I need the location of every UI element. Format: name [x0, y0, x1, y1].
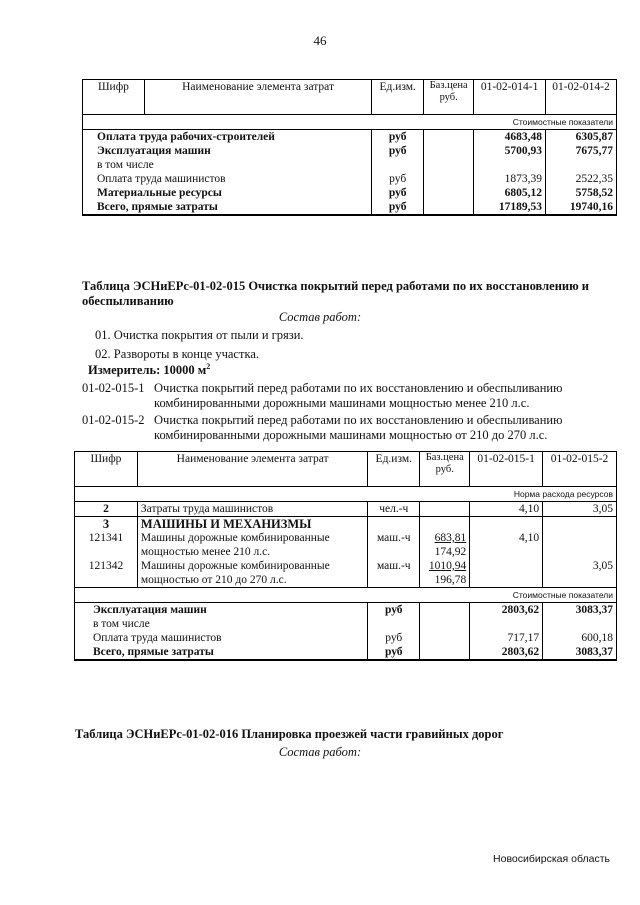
price-value: 683,81: [434, 532, 467, 544]
cost-table-1: [82, 79, 617, 216]
price-value-2: 174,92: [434, 546, 467, 558]
item-desc: комбинированными дорожными машинами мощностью от 210 до 270 л.с.: [154, 428, 548, 442]
row-v1: 4,10: [470, 502, 543, 517]
subheader-norm: Норма расхода ресурсов: [75, 487, 617, 502]
table-title: Таблица ЭСНиЕРс-01-02-015 Очистка покрытий перед работами по их восстановлению и: [82, 279, 589, 293]
table-row: [83, 144, 617, 158]
table-row: [75, 502, 617, 517]
row-unit: руб: [372, 130, 424, 145]
row-name: Оплата труда машинистов: [75, 631, 368, 645]
row-name: Затраты труда машинистов: [137, 502, 367, 517]
table-header: [83, 80, 617, 115]
col-header-name: Наименование элемента затрат: [144, 80, 371, 115]
row-unit: маш.-ч: [368, 559, 420, 588]
row-v2: 3083,37: [543, 645, 617, 660]
row-code: 3: [75, 517, 138, 532]
row-v1: 717,17: [470, 631, 543, 645]
row-name: Всего, прямые затраты: [75, 645, 368, 660]
work-item: 02. Развороты в конце участка.: [95, 347, 259, 361]
row-name: МАШИНЫ И МЕХАНИЗМЫ: [137, 517, 367, 532]
row-name-line: Машины дорожные комбинированные: [140, 532, 330, 544]
row-unit: руб: [368, 603, 420, 618]
row-name: Эксплуатация машин: [83, 144, 372, 158]
subheader-cost: Стоимостные показатели: [75, 588, 617, 603]
item-desc: Очистка покрытий перед работами по их восстановлению и обеспыливанию: [154, 413, 563, 427]
row-unit: руб: [372, 172, 424, 186]
row-unit: руб: [368, 631, 420, 645]
row-v2: 7675,77: [546, 144, 617, 158]
meter-text: Измеритель: 10000 м: [88, 363, 207, 378]
row-name: Оплата труда машинистов: [83, 172, 372, 186]
col-header-v2: 01-02-014-2: [546, 80, 617, 115]
subheader-cost: Стоимостные показатели: [83, 115, 617, 130]
table-row: [83, 130, 617, 145]
row-v2: 5758,52: [546, 186, 617, 200]
row-v2: 6305,87: [546, 130, 617, 145]
table-row: [75, 531, 617, 559]
row-name: в том числе: [75, 617, 368, 631]
row-v2: 3083,37: [543, 603, 617, 618]
row-price: [420, 559, 470, 588]
row-v1: 4,10: [470, 531, 543, 559]
col-header-unit: Ед.изм.: [368, 452, 420, 487]
col-header-price: Баз.цена руб.: [424, 80, 474, 115]
row-unit: маш.-ч: [368, 531, 420, 559]
table-title: Таблица ЭСНиЕРс-01-02-016 Планировка проезжей части гравийных дорог: [75, 727, 504, 741]
row-unit: руб: [372, 200, 424, 215]
table-title-cont: обеспыливанию: [82, 294, 174, 308]
table-row: [75, 617, 617, 631]
col-header-unit: Ед.изм.: [372, 80, 424, 115]
row-v1: 5700,93: [474, 144, 546, 158]
row-name: Эксплуатация машин: [75, 603, 368, 618]
row-v1: 2803,62: [470, 603, 543, 618]
table-row: [75, 645, 617, 660]
resource-table-2: [74, 451, 617, 661]
row-v2: 3,05: [543, 502, 617, 517]
row-name: Всего, прямые затраты: [83, 200, 372, 215]
item-desc: комбинированными дорожными машинами мощностью менее 210 л.с.: [154, 396, 530, 410]
row-name: [137, 559, 367, 588]
price-value-2: 196,78: [434, 574, 467, 586]
row-unit: руб: [372, 144, 424, 158]
row-name: в том числе: [83, 158, 372, 172]
table-header: [75, 452, 617, 487]
table-row: [75, 631, 617, 645]
item-code: 01-02-015-2: [82, 413, 145, 427]
col-header-code: Шифр: [83, 80, 145, 115]
works-title: Состав работ:: [278, 745, 362, 759]
works-title: Состав работ:: [278, 310, 362, 324]
row-unit: руб: [368, 645, 420, 660]
row-unit: чел.-ч: [368, 502, 420, 517]
table-row: [83, 158, 617, 172]
row-price: [420, 531, 470, 559]
row-v1: 6805,12: [474, 186, 546, 200]
row-unit: руб: [372, 186, 424, 200]
row-code: 121341: [75, 531, 138, 559]
col-header-v1: 01-02-014-1: [474, 80, 546, 115]
row-v1: 4683,48: [474, 130, 546, 145]
meter-label: [88, 362, 210, 378]
table-row: [83, 200, 617, 215]
col-header-name: Наименование элемента затрат: [137, 452, 367, 487]
table-row: [75, 603, 617, 618]
row-name-line: мощностью от 210 до 270 л.с.: [140, 574, 287, 586]
item-desc: Очистка покрытий перед работами по их восстановлению и обеспыливанию: [154, 381, 563, 395]
row-code: 121342: [75, 559, 138, 588]
page-number: 46: [313, 33, 327, 48]
footer-region: Новосибирская область: [493, 853, 610, 865]
col-header-code: Шифр: [75, 452, 138, 487]
row-v2: 2522,35: [546, 172, 617, 186]
row-code: 2: [75, 502, 138, 517]
price-value: 1010,94: [428, 560, 467, 572]
row-name-line: мощностью менее 210 л.с.: [140, 546, 271, 558]
meter-sup: 2: [206, 362, 211, 371]
table-row: [75, 559, 617, 588]
work-item: 01. Очистка покрытия от пыли и грязи.: [95, 328, 304, 342]
item-code: 01-02-015-1: [82, 381, 145, 395]
row-name-line: Машины дорожные комбинированные: [140, 560, 330, 572]
row-v2: 19740,16: [546, 200, 617, 215]
col-header-v1: 01-02-015-1: [470, 452, 543, 487]
table-row: [75, 517, 617, 532]
row-v1: 17189,53: [474, 200, 546, 215]
row-v1: [470, 559, 543, 588]
row-name: Оплата труда рабочих-строителей: [83, 130, 372, 145]
row-name: [137, 531, 367, 559]
table-row: [83, 186, 617, 200]
col-header-v2: 01-02-015-2: [543, 452, 617, 487]
col-header-price: Баз.цена руб.: [420, 452, 470, 487]
row-v1: 2803,62: [470, 645, 543, 660]
row-v2: 600,18: [543, 631, 617, 645]
table-row: [83, 172, 617, 186]
row-v2: 3,05: [543, 559, 617, 588]
row-v1: 1873,39: [474, 172, 546, 186]
row-v2: [543, 531, 617, 559]
row-name: Материальные ресурсы: [83, 186, 372, 200]
